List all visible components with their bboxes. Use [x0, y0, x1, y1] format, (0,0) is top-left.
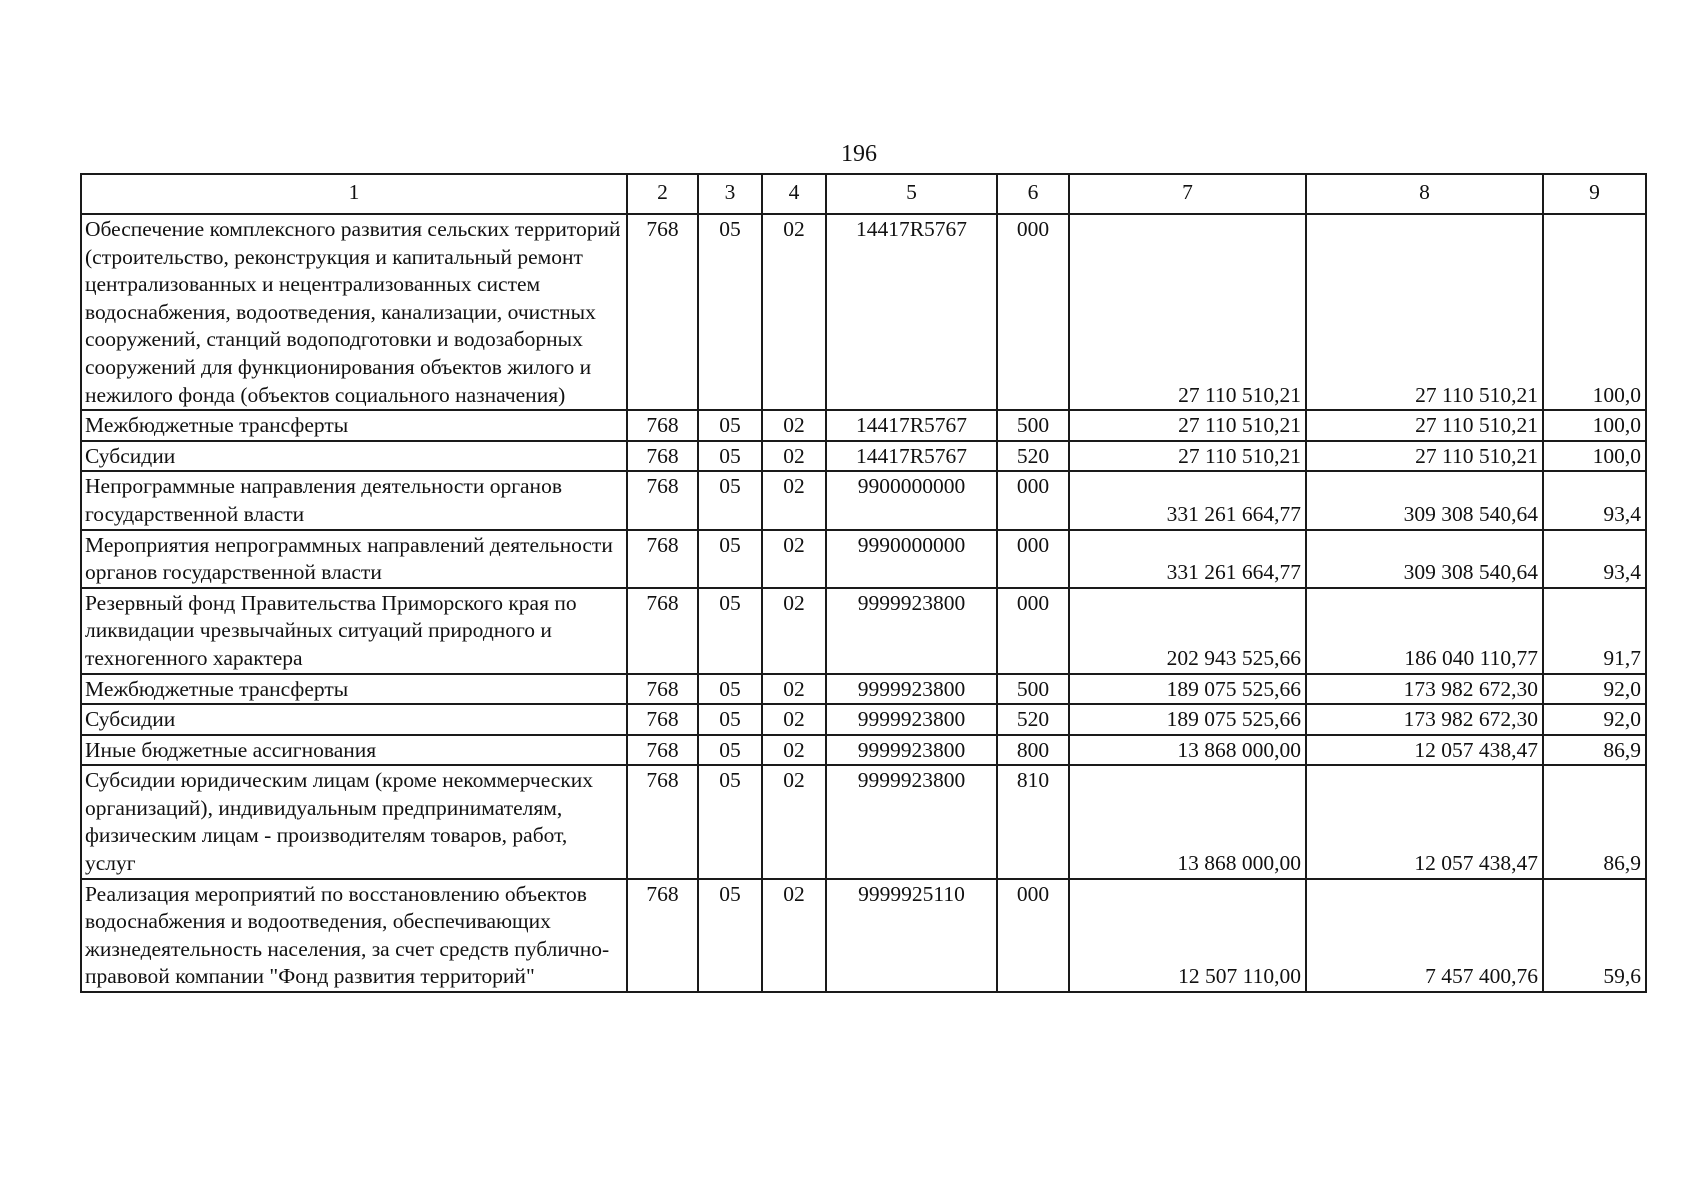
row-code-5: 9999923800: [826, 704, 997, 735]
table-row: [81, 674, 1646, 705]
row-amount-7: 13 868 000,00: [1069, 735, 1306, 766]
row-code-2: 768: [627, 588, 698, 674]
row-amount-8: 12 057 438,47: [1306, 735, 1543, 766]
row-code-2: 768: [627, 471, 698, 529]
row-code-2: 768: [627, 530, 698, 588]
row-percent-9: 100,0: [1543, 410, 1646, 441]
header-cell: 9: [1543, 174, 1646, 214]
row-name: Непрограммные направления деятельности органов государственной власти: [81, 471, 627, 529]
row-code-3: 05: [698, 674, 762, 705]
header-cell: 2: [627, 174, 698, 214]
row-code-5: 9999923800: [826, 765, 997, 878]
header-cell: 8: [1306, 174, 1543, 214]
row-code-2: 768: [627, 765, 698, 878]
header-row: [81, 174, 1646, 214]
row-code-5: 9999923800: [826, 674, 997, 705]
row-code-4: 02: [762, 410, 826, 441]
row-code-3: 05: [698, 765, 762, 878]
page-number: 196: [841, 141, 877, 167]
row-code-5: 9999925110: [826, 879, 997, 992]
row-name: Субсидии: [81, 704, 627, 735]
row-percent-9: 92,0: [1543, 674, 1646, 705]
row-percent-9: 86,9: [1543, 735, 1646, 766]
row-percent-9: 93,4: [1543, 530, 1646, 588]
row-amount-8: 173 982 672,30: [1306, 704, 1543, 735]
table-row: [81, 410, 1646, 441]
row-code-2: 768: [627, 674, 698, 705]
row-code-4: 02: [762, 674, 826, 705]
row-code-2: 768: [627, 735, 698, 766]
row-code-6: 520: [997, 441, 1069, 472]
row-code-4: 02: [762, 704, 826, 735]
row-name: Мероприятия непрограммных направлений деятельности органов государственной власти: [81, 530, 627, 588]
row-code-5: 9900000000: [826, 471, 997, 529]
table-row: [81, 588, 1646, 674]
row-percent-9: 100,0: [1543, 441, 1646, 472]
row-name: Резервный фонд Правительства Приморского края по ликвидации чрезвычайных ситуаций природного и техногенного характера: [81, 588, 627, 674]
row-code-3: 05: [698, 704, 762, 735]
row-code-4: 02: [762, 530, 826, 588]
row-code-6: 810: [997, 765, 1069, 878]
row-code-3: 05: [698, 735, 762, 766]
row-name: Обеспечение комплексного развития сельских территорий (строительство, реконструкция и капитальный ремонт централизованных и нецентрализованных систем водоснабжения, водоотведения, канализации, очистных сооружений, станций водоподготовки и водозаборных сооружений для функционирования объектов жилого и нежилого фонда (объектов социального назначения): [81, 214, 627, 410]
row-percent-9: 91,7: [1543, 588, 1646, 674]
row-code-4: 02: [762, 588, 826, 674]
row-code-4: 02: [762, 471, 826, 529]
table-row: [81, 214, 1646, 410]
row-code-3: 05: [698, 879, 762, 992]
row-code-6: 000: [997, 530, 1069, 588]
row-code-6: 000: [997, 588, 1069, 674]
header-cell: 5: [826, 174, 997, 214]
table-row: [81, 735, 1646, 766]
row-amount-8: 27 110 510,21: [1306, 214, 1543, 410]
row-name: Межбюджетные трансферты: [81, 410, 627, 441]
row-percent-9: 86,9: [1543, 765, 1646, 878]
row-amount-7: 189 075 525,66: [1069, 674, 1306, 705]
row-percent-9: 100,0: [1543, 214, 1646, 410]
header-cell: 7: [1069, 174, 1306, 214]
row-amount-7: 331 261 664,77: [1069, 471, 1306, 529]
row-code-3: 05: [698, 588, 762, 674]
row-amount-7: 27 110 510,21: [1069, 214, 1306, 410]
row-code-6: 000: [997, 471, 1069, 529]
row-code-2: 768: [627, 879, 698, 992]
row-code-4: 02: [762, 879, 826, 992]
row-code-5: 14417R5767: [826, 410, 997, 441]
row-code-4: 02: [762, 765, 826, 878]
row-percent-9: 59,6: [1543, 879, 1646, 992]
row-code-5: 9990000000: [826, 530, 997, 588]
row-code-2: 768: [627, 441, 698, 472]
row-code-5: 9999923800: [826, 735, 997, 766]
row-percent-9: 92,0: [1543, 704, 1646, 735]
table-row: [81, 530, 1646, 588]
row-code-2: 768: [627, 704, 698, 735]
row-code-3: 05: [698, 410, 762, 441]
header-cell: 4: [762, 174, 826, 214]
row-code-6: 520: [997, 704, 1069, 735]
row-code-3: 05: [698, 471, 762, 529]
row-amount-8: 186 040 110,77: [1306, 588, 1543, 674]
row-code-4: 02: [762, 214, 826, 410]
table-row: [81, 765, 1646, 878]
row-code-6: 500: [997, 674, 1069, 705]
row-code-6: 000: [997, 879, 1069, 992]
row-amount-7: 189 075 525,66: [1069, 704, 1306, 735]
row-percent-9: 93,4: [1543, 471, 1646, 529]
row-amount-7: 12 507 110,00: [1069, 879, 1306, 992]
row-name: Субсидии юридическим лицам (кроме некоммерческих организаций), индивидуальным предпринимателям, физическим лицам - производителям товаров, работ, услуг: [81, 765, 627, 878]
row-code-3: 05: [698, 214, 762, 410]
row-name: Реализация мероприятий по восстановлению объектов водоснабжения и водоотведения, обеспечивающих жизнедеятельность населения, за счет средств публично-правовой компании "Фонд развития территорий": [81, 879, 627, 992]
row-amount-7: 27 110 510,21: [1069, 410, 1306, 441]
row-amount-7: 331 261 664,77: [1069, 530, 1306, 588]
row-code-6: 800: [997, 735, 1069, 766]
table-row: [81, 879, 1646, 992]
row-amount-8: 309 308 540,64: [1306, 530, 1543, 588]
row-amount-8: 309 308 540,64: [1306, 471, 1543, 529]
header-cell: 1: [81, 174, 627, 214]
row-code-2: 768: [627, 214, 698, 410]
row-code-6: 000: [997, 214, 1069, 410]
row-amount-8: 12 057 438,47: [1306, 765, 1543, 878]
row-amount-8: 27 110 510,21: [1306, 410, 1543, 441]
table-row: [81, 704, 1646, 735]
table-row: [81, 471, 1646, 529]
row-code-5: 14417R5767: [826, 441, 997, 472]
row-name: Субсидии: [81, 441, 627, 472]
row-code-3: 05: [698, 441, 762, 472]
table-row: [81, 441, 1646, 472]
row-amount-7: 27 110 510,21: [1069, 441, 1306, 472]
row-code-3: 05: [698, 530, 762, 588]
row-amount-8: 7 457 400,76: [1306, 879, 1543, 992]
row-code-5: 9999923800: [826, 588, 997, 674]
row-code-4: 02: [762, 441, 826, 472]
row-name: Межбюджетные трансферты: [81, 674, 627, 705]
row-amount-8: 27 110 510,21: [1306, 441, 1543, 472]
row-name: Иные бюджетные ассигнования: [81, 735, 627, 766]
row-code-6: 500: [997, 410, 1069, 441]
budget-table: [80, 173, 1647, 993]
header-cell: 3: [698, 174, 762, 214]
row-amount-7: 202 943 525,66: [1069, 588, 1306, 674]
header-cell: 6: [997, 174, 1069, 214]
row-code-2: 768: [627, 410, 698, 441]
row-code-4: 02: [762, 735, 826, 766]
row-amount-8: 173 982 672,30: [1306, 674, 1543, 705]
row-amount-7: 13 868 000,00: [1069, 765, 1306, 878]
row-code-5: 14417R5767: [826, 214, 997, 410]
